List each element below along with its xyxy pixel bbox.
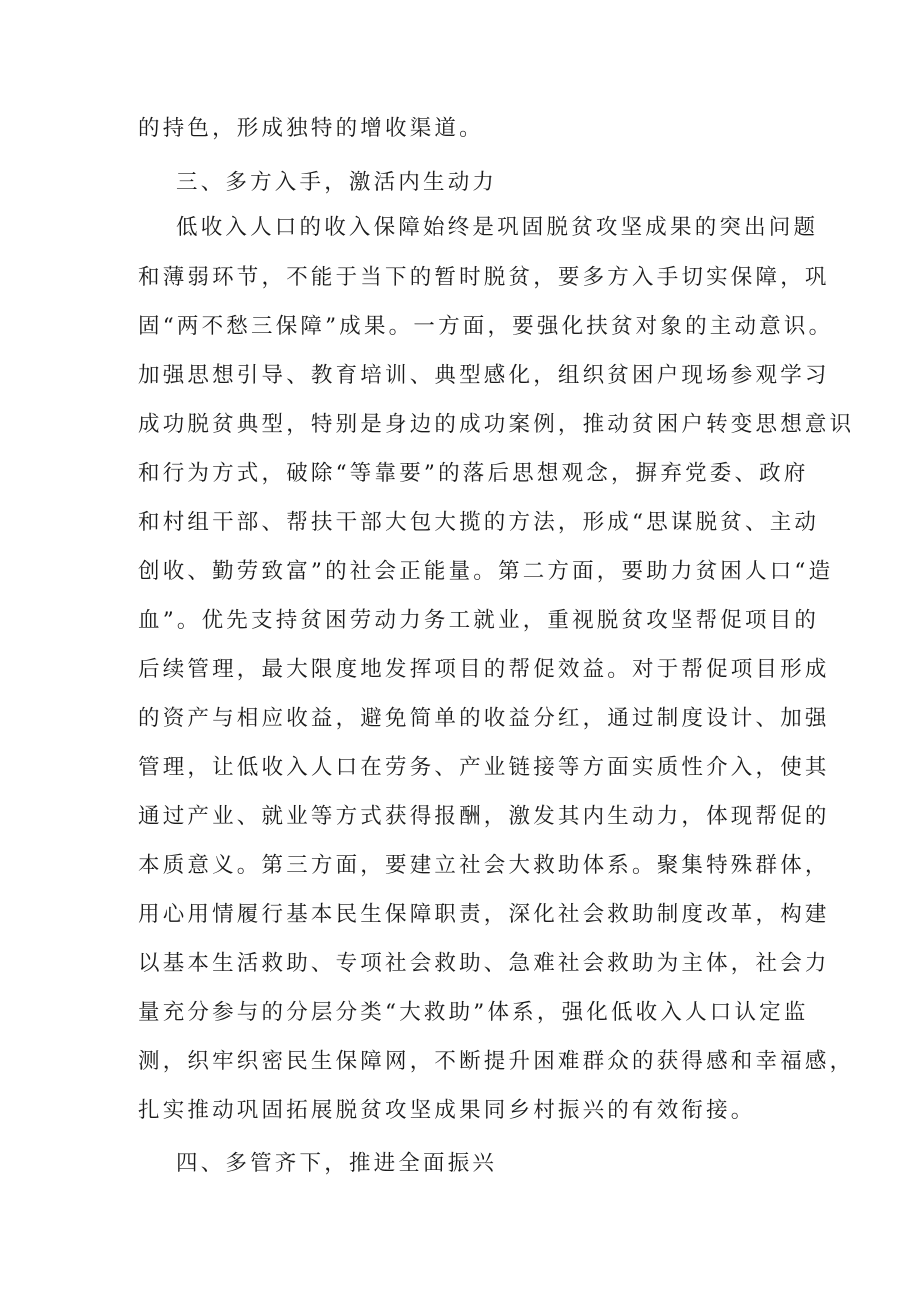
section-heading-3: 三、多方入手，激活内生动力 [176, 170, 498, 195]
paragraph-line: 成功脱贫典型，特别是身边的成功案例，推动贫困户转变思想意识 [138, 412, 855, 437]
paragraph-line: 的持色，形成独特的增收渠道。 [138, 116, 484, 141]
paragraph-line: 通过产业、就业等方式获得报酬，激发其内生动力，体现帮促的 [138, 804, 830, 829]
paragraph-line: 以基本生活救助、专项社会救助、急难社会救助为主体，社会力 [138, 951, 830, 976]
paragraph-line: 血”。优先支持贫困劳动力务工就业，重视脱贫攻坚帮促项目的 [138, 608, 820, 633]
paragraph-line: 管理，让低收入人口在劳务、产业链接等方面实质性介入，使其 [138, 755, 830, 780]
paragraph-line: 加强思想引导、教育培训、典型感化，组织贫困户现场参观学习 [138, 363, 830, 388]
section-heading-4: 四、多管齐下，推进全面振兴 [176, 1151, 498, 1176]
paragraph-line: 本质意义。第三方面，要建立社会大救助体系。聚集特殊群体， [138, 853, 830, 878]
paragraph-line: 后续管理，最大限度地发挥项目的帮促效益。对于帮促项目形成 [138, 657, 830, 682]
paragraph-line: 量充分参与的分层分类“大救助”体系，强化低收入人口认定监 [138, 1000, 809, 1025]
paragraph-line: 用心用情履行基本民生保障职责，深化社会救助制度改革，构建 [138, 902, 830, 927]
paragraph-line: 和村组干部、帮扶干部大包大揽的方法，形成“思谋脱贫、主动 [138, 510, 820, 535]
paragraph-line: 测，织牢织密民生保障网，不断提升困难群众的获得感和幸福感， [138, 1049, 855, 1074]
paragraph-line: 低收入人口的收入保障始终是巩固脱贫攻坚成果的突出问题 [176, 215, 819, 240]
paragraph-line: 和行为方式，破除“等靠要”的落后思想观念，摒弃党委、政府 [138, 461, 809, 486]
paragraph-line: 的资产与相应收益，避免简单的收益分红，通过制度设计、加强 [138, 706, 830, 731]
paragraph-line: 固“两不愁三保障”成果。一方面，要强化扶贫对象的主动意识。 [138, 314, 834, 339]
paragraph-line: 和薄弱环节，不能于当下的暂时脱贫，要多方入手切实保障，巩 [138, 265, 830, 290]
paragraph-line: 扎实推动巩固拓展脱贫攻坚成果同乡村振兴的有效衔接。 [138, 1098, 756, 1123]
paragraph-line: 创收、勤劳致富”的社会正能量。第二方面，要助力贫困人口“造 [138, 559, 834, 584]
